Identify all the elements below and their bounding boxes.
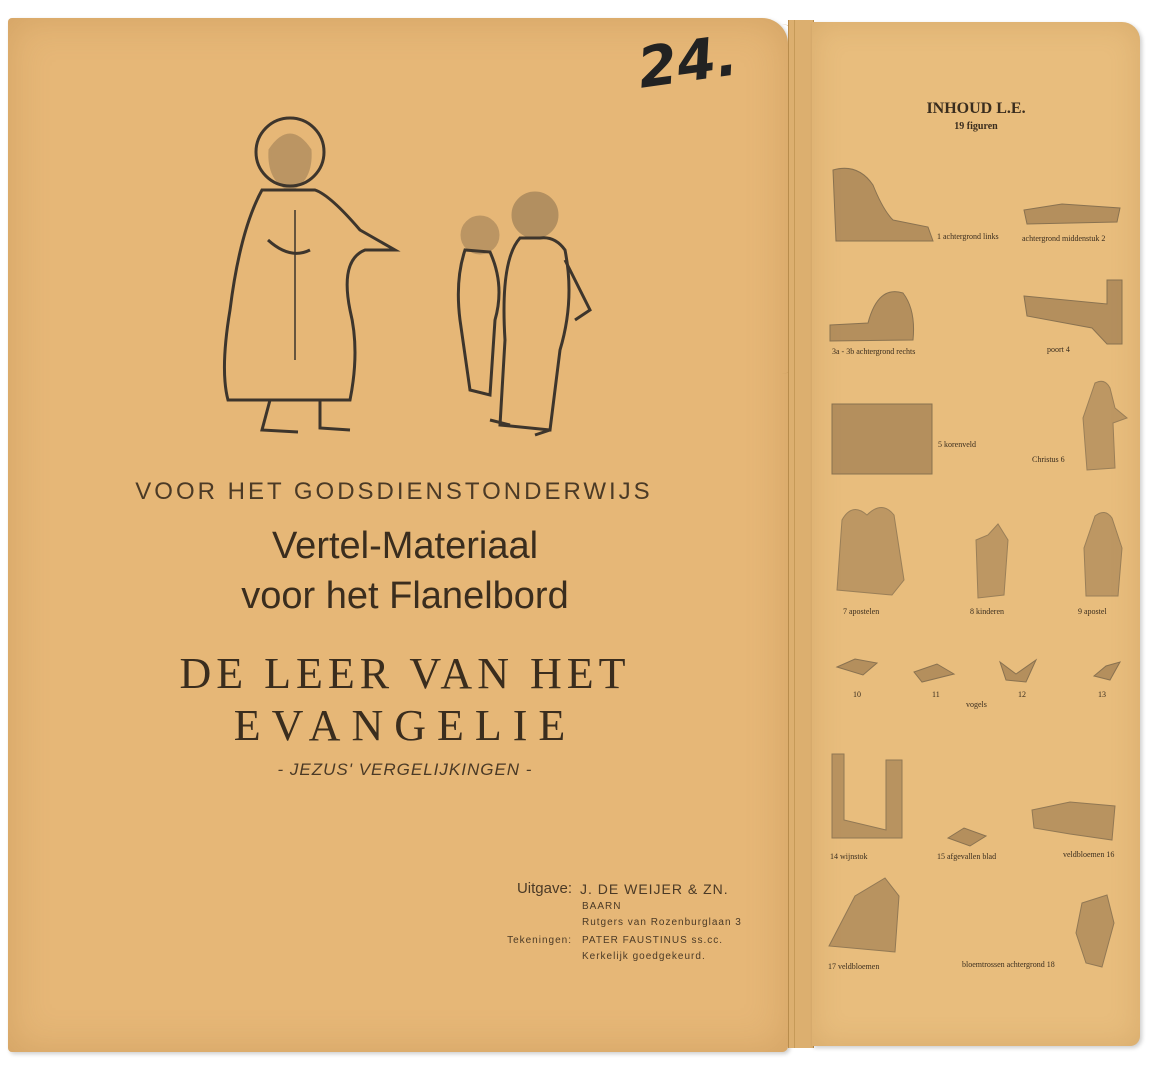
figure-caption: Christus 6	[1032, 455, 1065, 464]
figure-caption: 13	[1098, 690, 1106, 699]
drawings-label: Tekeningen:	[507, 935, 572, 946]
figure-thumbnail	[828, 285, 918, 345]
figure-thumbnail	[828, 750, 906, 842]
title-line-2: voor het Flanelbord	[241, 575, 569, 617]
figure-caption: 12	[1018, 690, 1026, 699]
contents-title: INHOUD L.E.	[926, 100, 1026, 117]
main-title-line-1: DE LEER VAN HET	[179, 649, 631, 698]
figure-thumbnail	[946, 826, 988, 848]
contents-count: 19 figuren	[954, 121, 998, 132]
cover-illustration	[200, 110, 620, 450]
figure-caption: veldbloemen 16	[1063, 850, 1115, 859]
figure-caption: 10	[853, 690, 861, 699]
figure-thumbnail	[1075, 378, 1130, 476]
figure-thumbnail	[968, 520, 1013, 600]
figure-caption: 14 wijnstok	[830, 852, 868, 861]
subtitle: - JEZUS' VERGELIJKINGEN -	[277, 760, 533, 779]
figure-thumbnail	[1072, 893, 1117, 971]
figure-thumbnail	[1022, 200, 1122, 230]
publisher-label: Uitgave:	[516, 880, 572, 897]
figure-thumbnail	[830, 400, 935, 478]
figure-thumbnail	[832, 500, 907, 600]
figure-thumbnail	[998, 656, 1038, 686]
figure-thumbnail	[825, 876, 903, 956]
artist-name: PATER FAUSTINUS ss.cc.	[582, 935, 724, 946]
subject-heading: VOOR HET GODSDIENSTONDERWIJS	[135, 478, 653, 505]
figure-thumbnail	[835, 655, 880, 680]
figure-thumbnail	[1080, 508, 1125, 600]
figure-caption: 8 kinderen	[970, 607, 1004, 616]
figure-caption: 7 apostelen	[843, 607, 880, 616]
figure-caption: achtergrond middenstuk 2	[1022, 234, 1106, 243]
figure-caption: 1 achtergrond links	[937, 232, 999, 241]
approval-note: Kerkelijk goedgekeurd.	[582, 951, 706, 962]
figure-caption: 9 apostel	[1078, 607, 1107, 616]
figure-thumbnail	[1030, 800, 1118, 845]
figure-thumbnail	[1092, 660, 1122, 685]
handwritten-number: 24.	[633, 23, 742, 102]
figure-caption: poort 4	[1047, 345, 1070, 354]
figure-caption: bloemtrossen achtergrond 18	[962, 960, 1055, 969]
main-title-line-2: EVANGELIE	[233, 701, 577, 750]
figure-caption: 5 korenveld	[938, 440, 976, 449]
publisher-name: J. DE WEIJER & ZN.	[580, 881, 729, 897]
publisher-address: Rutgers van Rozenburglaan 3	[582, 917, 742, 928]
figure-caption: 11	[932, 690, 940, 699]
figure-caption: 3a - 3b achtergrond rechts	[832, 347, 916, 356]
figure-caption: 17 veldbloemen	[828, 962, 880, 971]
figure-thumbnail	[1022, 278, 1127, 348]
figure-thumbnail	[912, 660, 957, 685]
figure-thumbnail	[828, 165, 938, 245]
figure-caption: 15 afgevallen blad	[937, 852, 997, 861]
title-line-1: Vertel-Materiaal	[271, 525, 539, 567]
publisher-city: BAARN	[582, 901, 622, 912]
figure-caption: vogels	[966, 700, 987, 709]
